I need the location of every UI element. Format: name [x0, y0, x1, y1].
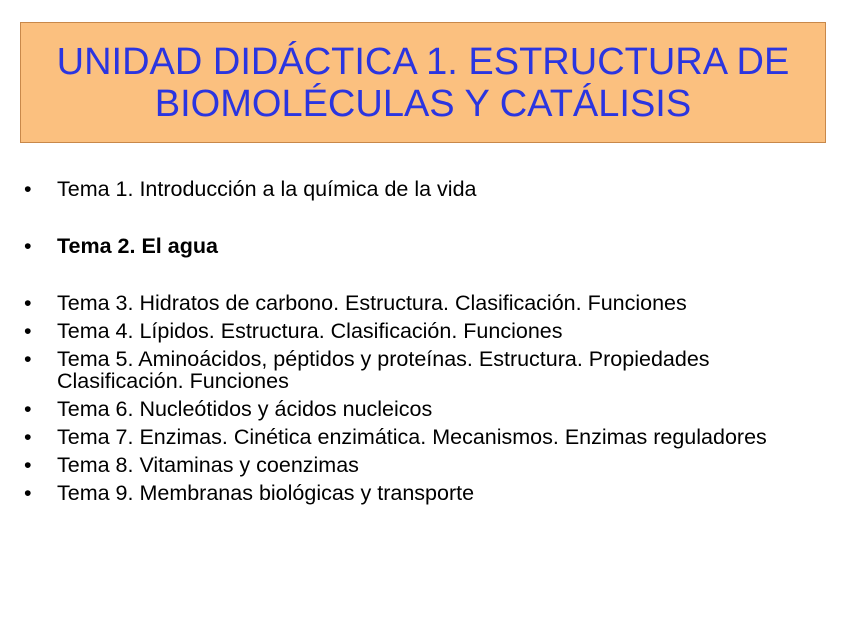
topic-item	[24, 454, 814, 476]
bullet-icon: •	[24, 291, 32, 315]
topic-item	[24, 178, 814, 200]
topic-label: Tema 6. Nucleótidos y ácidos nucleicos	[57, 397, 433, 421]
bullet-icon: •	[24, 481, 32, 505]
slide-title: UNIDAD DIDÁCTICA 1. ESTRUCTURA DE BIOMOLÉCULAS Y CATÁLISIS	[56, 40, 790, 125]
topic-item	[24, 320, 814, 342]
topic-label: Tema 1. Introducción a la química de la vida	[57, 177, 477, 201]
topic-item	[24, 482, 814, 504]
bullet-icon: •	[24, 347, 32, 371]
topic-list	[24, 178, 814, 510]
topic-label: Tema 3. Hidratos de carbono. Estructura. Clasificación. Funciones	[57, 291, 687, 315]
bullet-icon: •	[24, 319, 32, 343]
topic-label: Tema 9. Membranas biológicas y transporte	[57, 481, 475, 505]
bullet-icon: •	[24, 177, 32, 201]
topic-label: Tema 5. Aminoácidos, péptidos y proteínas. Estructura. Propiedades Clasificación. Funciones	[57, 347, 710, 393]
bullet-icon: •	[24, 397, 32, 421]
topic-item	[24, 348, 814, 392]
topic-label: Tema 8. Vitaminas y coenzimas	[57, 453, 359, 477]
topic-item	[24, 292, 814, 314]
bullet-icon: •	[24, 453, 32, 477]
topic-item	[24, 426, 814, 448]
title-box	[20, 22, 826, 143]
bullet-icon: •	[24, 425, 32, 449]
bullet-icon: •	[24, 234, 32, 258]
topic-item	[24, 235, 814, 257]
topic-label: Tema 4. Lípidos. Estructura. Clasificación. Funciones	[57, 319, 563, 343]
topic-label: Tema 2. El agua	[57, 234, 218, 258]
topic-label: Tema 7. Enzimas. Cinética enzimática. Mecanismos. Enzimas reguladores	[57, 425, 767, 449]
topic-item	[24, 398, 814, 420]
